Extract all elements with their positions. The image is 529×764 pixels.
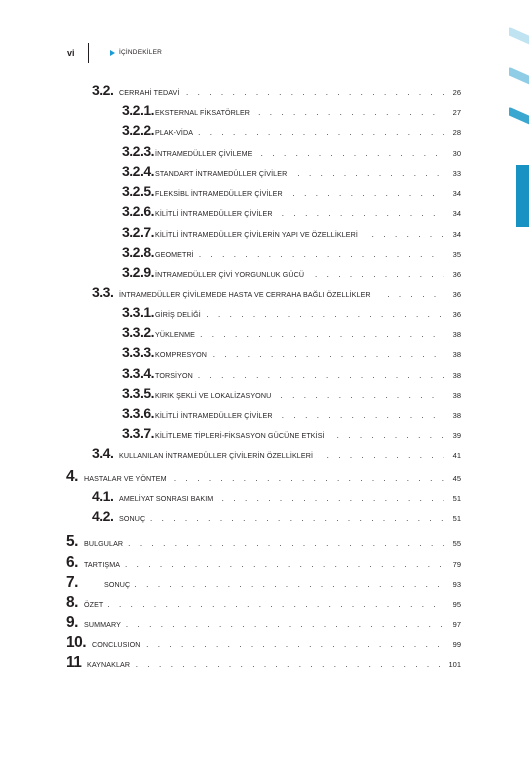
toc-entry-number: 3.2.9.: [122, 264, 155, 280]
toc-entry-page: 28: [452, 128, 461, 137]
toc-entry-title: KİLİTLİ İNTRAMEDÜLLER ÇİVİLERİN YAPI VE ÖZELLİKLERİ: [155, 230, 358, 239]
toc-entry-number: 4.: [66, 468, 78, 485]
dot-leader: [199, 250, 444, 259]
dot-leader: [327, 451, 444, 460]
toc-entry-page: 34: [452, 230, 461, 239]
toc-entry-title: YÜKLENME: [155, 330, 195, 339]
swoosh-shape: [509, 26, 529, 46]
toc-entry-number: 7.: [66, 574, 78, 591]
toc-entry-title: KAYNAKLAR: [87, 660, 131, 669]
toc-entry-number: 4.2.: [92, 508, 114, 524]
dot-leader: [280, 391, 444, 400]
toc-entry[interactable]: [92, 82, 461, 98]
toc-entry-number: 3.2.5.: [122, 183, 155, 199]
toc-entry[interactable]: [122, 264, 461, 280]
toc-entry-page: 30: [452, 149, 461, 158]
toc-entry-title: İNTRAMEDÜLLER ÇİVİLEMEDE HASTA VE CERRAHA BAĞLI ÖZELLİKLER: [119, 290, 372, 299]
toc-entry-page: 34: [452, 189, 461, 198]
blue-tab-block: [516, 165, 529, 227]
toc-entry[interactable]: [122, 203, 461, 219]
toc-entry-page: 79: [452, 560, 461, 569]
toc-entry-number: 3.3.6.: [122, 405, 155, 421]
toc-entry-title: İNTRAMEDÜLLER ÇİVİLEME: [155, 149, 253, 158]
toc-entry-number: 3.2.1.: [122, 102, 155, 118]
toc-entry-page: 36: [452, 290, 461, 299]
toc-entry-number: 3.2.8.: [122, 244, 155, 260]
toc-entry[interactable]: [122, 122, 461, 138]
toc-entry[interactable]: [66, 634, 461, 650]
toc-entry-title: TORSİYON: [155, 371, 193, 380]
dot-leader: [186, 88, 444, 97]
toc-entry-title: KİLİTLİ İNTRAMEDÜLLER ÇİVİLER: [155, 209, 273, 218]
toc-entry-title: KULLANILAN İNTRAMEDÜLLER ÇİVİLERİN ÖZELLİKLERİ: [119, 451, 314, 460]
toc-entry[interactable]: [122, 163, 461, 179]
toc-entry[interactable]: [92, 508, 461, 524]
toc-entry-page: 33: [452, 169, 461, 178]
toc-entry[interactable]: [122, 405, 461, 421]
toc-entry-title: KİLİTLEME TİPLERİ-FİKSASYON GÜCÜNE ETKİSİ: [155, 431, 325, 440]
toc-entry-number: 10.: [66, 634, 87, 651]
dot-leader: [174, 474, 444, 483]
page-number: vi: [67, 48, 75, 58]
toc-entry-title: CONCLUSION: [92, 640, 141, 649]
dot-leader: [200, 330, 444, 339]
dot-leader: [107, 600, 444, 609]
toc-entry[interactable]: [122, 304, 461, 320]
toc-entry-title: PLAK-VİDA: [155, 128, 194, 137]
dot-leader: [126, 620, 444, 629]
toc-entry-page: 36: [452, 270, 461, 279]
swoosh-shape: [509, 106, 529, 126]
toc-entry-page: 101: [448, 660, 461, 669]
toc-entry-page: 34: [452, 209, 461, 218]
dot-leader: [206, 310, 444, 319]
toc-entry-page: 99: [452, 640, 461, 649]
toc-entry-number: 3.2.7.: [122, 224, 155, 240]
toc-entry-number: 3.3.1.: [122, 304, 155, 320]
dot-leader: [150, 514, 444, 523]
toc-entry-number: 9.: [66, 614, 78, 631]
dot-leader: [282, 209, 444, 218]
toc-entry[interactable]: [92, 445, 461, 461]
toc-entry-number: 3.3.2.: [122, 324, 155, 340]
toc-entry-number: 8.: [66, 594, 78, 611]
toc-entry-number: 11: [66, 654, 82, 671]
toc-entry-title: KIRIK ŞEKLİ VE LOKALİZASYONU: [155, 391, 272, 400]
toc-entry[interactable]: [66, 554, 461, 570]
toc-entry-page: 51: [452, 494, 461, 503]
dot-leader: [337, 431, 444, 440]
toc-entry-number: 3.3.3.: [122, 344, 155, 360]
toc-entry-number: 4.1.: [92, 488, 114, 504]
toc-entry-page: 38: [452, 391, 461, 400]
toc-entry[interactable]: [66, 468, 461, 484]
dot-leader: [198, 128, 444, 137]
toc-entry-number: 3.2.2.: [122, 122, 155, 138]
toc-entry[interactable]: [122, 385, 461, 401]
dot-leader: [198, 371, 444, 380]
toc-entry-number: 3.3.5.: [122, 385, 155, 401]
toc-entry-title: CERRAHİ TEDAVİ: [119, 88, 180, 97]
toc-entry-title: SUMMARY: [83, 620, 121, 629]
toc-entry-number: 3.2.3.: [122, 143, 155, 159]
dot-leader: [136, 660, 444, 669]
dot-leader: [387, 290, 444, 299]
toc-entry[interactable]: [66, 574, 461, 590]
toc-entry-title: SONUÇ: [103, 580, 131, 589]
toc-entry[interactable]: [122, 425, 461, 441]
toc-entry-page: 35: [452, 250, 461, 259]
toc-entry-page: 45: [452, 474, 461, 483]
toc-entry-title: BULGULAR: [83, 539, 124, 548]
toc-entry[interactable]: [122, 224, 461, 240]
toc-entry-page: 55: [452, 539, 461, 548]
toc-entry-number: 3.3.4.: [122, 365, 155, 381]
toc-entry-page: 97: [452, 620, 461, 629]
toc-entry-number: 6.: [66, 554, 78, 571]
toc-entry[interactable]: [122, 143, 461, 159]
dot-leader: [261, 149, 444, 158]
toc-entry-page: 38: [452, 330, 461, 339]
toc-entry[interactable]: [66, 654, 461, 670]
dot-leader: [297, 169, 444, 178]
running-title: İÇİNDEKİLER: [119, 49, 163, 56]
swoosh-shape: [509, 66, 529, 86]
dot-leader: [315, 270, 444, 279]
toc-entry[interactable]: [92, 488, 461, 504]
toc-entry[interactable]: [122, 324, 461, 340]
edge-decoration: [509, 0, 529, 230]
dot-leader: [222, 494, 444, 503]
toc-entry-page: 95: [452, 600, 461, 609]
header-divider: [88, 43, 89, 63]
dot-leader: [213, 350, 444, 359]
toc-entry-number: 3.2.6.: [122, 203, 155, 219]
toc-entry[interactable]: [92, 284, 461, 300]
toc-entry-title: SONUÇ: [119, 514, 146, 523]
toc-entry-title: AMELİYAT SONRASI BAKIM: [119, 494, 214, 503]
toc-entry-page: 93: [452, 580, 461, 589]
toc-entry[interactable]: [122, 244, 461, 260]
toc-entry-title: HASTALAR VE YÖNTEM: [83, 474, 167, 483]
toc-entry[interactable]: [122, 344, 461, 360]
toc-entry-page: 38: [452, 411, 461, 420]
dot-leader: [372, 230, 444, 239]
toc-entry[interactable]: [66, 594, 461, 610]
toc-entry-page: 51: [452, 514, 461, 523]
dot-leader: [125, 560, 444, 569]
toc-entry[interactable]: [122, 365, 461, 381]
toc-entry-page: 38: [452, 350, 461, 359]
toc-entry[interactable]: [66, 533, 461, 549]
toc-entry-title: GİRİŞ DELİĞİ: [155, 310, 201, 319]
toc-entry-number: 3.4.: [92, 445, 114, 461]
toc-entry-number: 5.: [66, 533, 78, 550]
toc-entry-title: STANDART İNTRAMEDÜLLER ÇİVİLER: [155, 169, 288, 178]
toc-entry-title: TARTIŞMA: [83, 560, 121, 569]
toc-entry-number: 3.3.7.: [122, 425, 155, 441]
toc-entry-number: 3.3.: [92, 284, 114, 300]
toc-entry-title: FLEKSİBL İNTRAMEDÜLLER ÇİVİLER: [155, 189, 283, 198]
dot-leader: [128, 539, 444, 548]
toc-entry-page: 38: [452, 371, 461, 380]
toc-entry-title: EKSTERNAL FİKSATÖRLER: [155, 108, 251, 117]
toc-entry-title: KİLİTLİ İNTRAMEDÜLLER ÇİVİLER: [155, 411, 273, 420]
dot-leader: [292, 189, 444, 198]
page-header: [0, 0, 529, 70]
dot-leader: [258, 108, 444, 117]
toc-entry-page: 27: [452, 108, 461, 117]
toc-entry[interactable]: [66, 614, 461, 630]
toc-entry-page: 26: [452, 88, 461, 97]
dot-leader: [135, 580, 444, 589]
dot-leader: [282, 411, 444, 420]
toc-entry[interactable]: [122, 102, 461, 118]
toc-entry-title: İNTRAMEDÜLLER ÇİVİ YORGUNLUK GÜCÜ: [155, 270, 305, 279]
toc-entry-title: GEOMETRİ: [155, 250, 194, 259]
toc-entry-page: 41: [452, 451, 461, 460]
toc-entry-page: 36: [452, 310, 461, 319]
toc-entry-number: 3.2.: [92, 82, 114, 98]
toc-entry[interactable]: [122, 183, 461, 199]
triangle-bullet-icon: [110, 50, 115, 56]
toc-entry-number: 3.2.4.: [122, 163, 155, 179]
toc-entry-page: 39: [452, 431, 461, 440]
toc-entry-title: KOMPRESYON: [155, 350, 208, 359]
toc-entry-title: ÖZET: [83, 600, 104, 609]
dot-leader: [146, 640, 444, 649]
